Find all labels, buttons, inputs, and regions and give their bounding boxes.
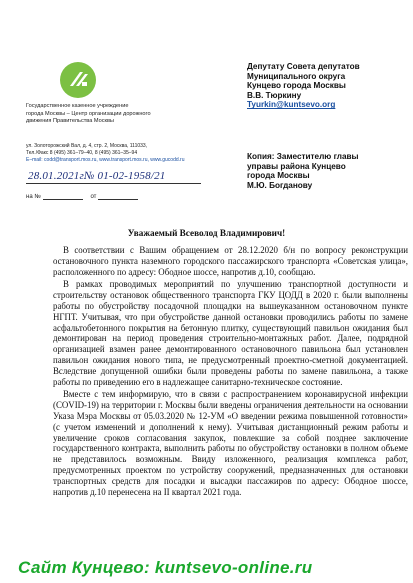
paragraph: В соответствии с Вашим обращением от 28.12.2020 б/н по вопросу реконструкции остановочного пункта наземного городского пассажирского транспорта «Советская улица», расположенного по адресу: Ободное шоссе, напротив д.10, сообщаю. [53, 245, 408, 277]
handwritten-registration [28, 170, 228, 182]
address-line: ул. Золоторожский Вал, д. 4, стр. 2, Москва, 111033, [26, 143, 148, 149]
letter-body [53, 245, 408, 499]
paragraph: В рамках проводимых мероприятий по улучшению транспортной доступности и строительству остановок общественного транспорта ГКУ ЦОДД в 2020 г. были выполнены работы по обустройству посадочной площадки на вышеуказанном остановочном пункте НГПТ. Учитывая, что при обустройстве данной остановки проводились работы по замене асфальтобетонного покрытия на бетонную плитку, существующий павильон ожидания был демонтирован на период проведения строительно-монтажных работ. Далее, подрядной организацией взамен ранее демонтированного остановочного павильона был установлен павильон ожидания нового типа, не предусмотренный проектно-сметной документацией. Вследствие допущенной ошибки были проведены работы по замене павильона, а также работы по приведению его в надлежащее санитарно-техническое состояние. [53, 279, 408, 387]
phone-line: Тел./Факс 8 (495) 361–79–40, 8 (495) 361–35–94 [26, 149, 138, 156]
sender-address [26, 143, 206, 163]
handwritten-date: 28.01.2021г. [28, 170, 87, 182]
from-label: от [90, 194, 97, 200]
copy-block [247, 152, 407, 190]
site-watermark [0, 558, 413, 583]
blank-field [98, 199, 138, 200]
org-line: города Москвы – Центр организации дорожного [26, 110, 151, 117]
handwritten-number: № 01-02-1958/21 [84, 170, 166, 182]
recipient-email-link[interactable]: Tyurkin@kuntsevo.org [247, 100, 336, 110]
sender-organization [26, 103, 186, 126]
copy-line: управы района Кунцево [247, 161, 346, 171]
on-number-label: на № [26, 194, 41, 200]
copy-line: города Москвы [247, 171, 310, 181]
copy-line: Копия: Заместителю главы [247, 152, 359, 161]
paragraph: Вместе с тем информирую, что в связи с распространением коронавирусной инфекции (COVID-19) на территории г. Москвы были введены ограничения деятельности на основании Указа Мэра Москвы от 05.03.2020 № 12-УМ «О введении режима повышенной готовности» (с учетом изменений и дополнений к нему). Учитывая дистанционный режим работы и увеличение сроков согласования закупок, повлекшие за собой позднее заключение государственного контракта, выполнить работы по обустройству остановки в полном объеме не представилось возможным. Ввиду изложенного, реализация комплекса работ, предусмотренных проектом по устройству сооружений, предназначенных для остановки транспортных средств для посадки и высадки пассажиров по адресу: Ободное шоссе, напротив д.10 перенесена на II квартал 2021 года. [53, 389, 408, 497]
email-line: E–mail: codd@transport.mos.ru, www.transport.mos.ru, www.gucodd.ru [26, 156, 185, 163]
divider [26, 183, 201, 184]
recipient-line: Кунцево города Москвы [247, 81, 346, 91]
reference-line [26, 194, 206, 200]
recipient-line: Депутату Совета депутатов [247, 62, 360, 71]
org-line: Государственное казенное учреждение [26, 103, 129, 109]
salutation: Уважаемый Всеволод Владимирович! [127, 228, 286, 238]
logo-icon [60, 62, 96, 98]
recipient-block [247, 62, 407, 110]
copy-line: М.Ю. Богданову [247, 180, 313, 190]
recipient-line: В.В. Тюркину [247, 90, 302, 100]
blank-field [43, 199, 83, 200]
org-line: движения Правительства Москвы [26, 118, 114, 125]
watermark-text: Сайт Кунцево: kuntsevo-online.ru [18, 558, 313, 577]
cod-logo [60, 62, 96, 98]
recipient-line: Муниципального округа [247, 71, 346, 81]
